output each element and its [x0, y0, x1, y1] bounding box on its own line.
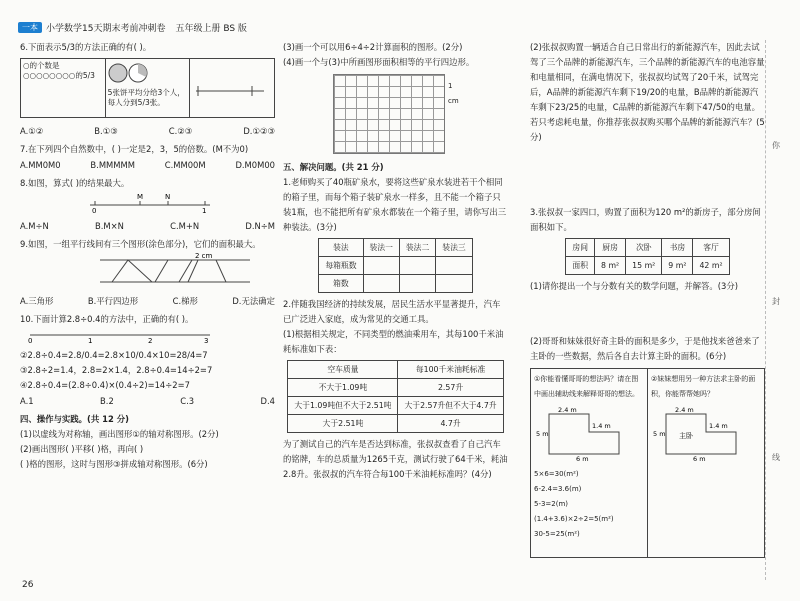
- table-header: 厨房: [595, 239, 626, 257]
- q10-step: ②2.8÷0.4=2.8/0.4=2.8×10/0.4×10=28/4=7: [20, 350, 208, 360]
- q6-box-3: [190, 59, 274, 117]
- q7-option[interactable]: B.MMMMM: [90, 160, 135, 170]
- q10-axis-label: 1: [88, 337, 93, 343]
- calc-line: 30-5=25(m²): [534, 530, 580, 538]
- q9-options: [20, 294, 275, 309]
- q6-option[interactable]: D.①②③: [243, 126, 275, 136]
- q6-pie-icons: [108, 61, 148, 85]
- table-cell: 4.7升: [398, 415, 503, 433]
- calc-line: 5-3=2(m): [534, 500, 569, 508]
- table-cell: 不大于1.09吨: [288, 379, 398, 397]
- binding-mark: 线: [772, 453, 780, 462]
- q6-stem: 6.下面表示5/3的方法正确的有( )。: [20, 42, 152, 52]
- room-area-table: [565, 238, 729, 275]
- series-badge: 一本: [18, 22, 42, 33]
- q6-box-1-text: ○的个数是○○○○○○○○的5/3: [23, 61, 95, 80]
- header-title: 小学数学15天期末考前冲刺卷: [46, 23, 166, 34]
- q6-box-2-text: 5张饼平均分给3个人，每人分到5/3张。: [107, 88, 185, 107]
- table-cell: 42 m²: [693, 257, 729, 275]
- q8-option[interactable]: B.M×N: [94, 221, 124, 231]
- q8-stem: 8.如图，算式( )的结果最大。: [20, 178, 130, 188]
- table-header: 次卧: [626, 239, 662, 257]
- q10-step: ④2.8÷0.4=(2.8÷0.4)×(0.4÷2)=14÷2=7: [20, 380, 190, 390]
- binding-mark: 封: [772, 297, 780, 306]
- answer-cell[interactable]: [363, 275, 399, 293]
- dim-label: 2.4 m: [558, 406, 577, 414]
- column-left: [20, 40, 275, 472]
- bedroom-figure-frame: [530, 368, 765, 558]
- q8-number-line: [20, 191, 220, 213]
- column-middle: [283, 40, 508, 482]
- brother-method-box[interactable]: [531, 369, 648, 557]
- problem-2-part-2: (2)张叔叔购置一辆适合自己日常出行的新能源汽车，因此去试驾了三个品牌的新能源汽车，三个品牌的新能源汽车的电池容量和电量相同，在满电情况下，张叔叔均试驾了20千米，试驾完后，A品牌的新能源汽车剩下19/20的电量，B品牌的新能源汽车剩下23/25的电量，C品牌的新能源汽车剩下47/50的电量。若只考虑耗电量，你推荐张叔叔购买哪个品牌的新能源汽车？(5分): [530, 42, 765, 142]
- section-4-title: 四、操作与实践。(共 12 分): [20, 414, 129, 424]
- binding-mark: 你: [772, 141, 780, 150]
- table-row-label: 箱数: [319, 275, 363, 293]
- answer-cell[interactable]: [363, 257, 399, 275]
- room-label: 主卧: [679, 432, 693, 440]
- table-cell: 9 m²: [662, 257, 693, 275]
- q6-figure-box: [20, 58, 275, 118]
- dim-label: 1.4 m: [592, 422, 611, 430]
- q10-axis-label: 3: [204, 337, 209, 343]
- q8-mark: 1: [202, 207, 207, 213]
- dim-label: 2.4 m: [675, 406, 694, 414]
- q6-number-line: [192, 61, 267, 111]
- section-4-line: (1)以虚线为对称轴，画出图形①的轴对称图形。(2分): [20, 429, 219, 439]
- q9-option[interactable]: B.平行四边形: [87, 296, 139, 306]
- table-row-label: 每箱瓶数: [319, 257, 363, 275]
- dim-label: 6 m: [576, 455, 589, 462]
- problem-2: 2.伴随我国经济的持续发展，居民生活水平显著提升，汽车已广泛进入家庭，成为常见的交通工具。: [283, 299, 501, 324]
- q7-option[interactable]: D.M0M00: [235, 160, 275, 170]
- binding-line: [765, 40, 766, 580]
- q9-option[interactable]: C.梯形: [172, 296, 198, 306]
- dim-label: 1.4 m: [709, 422, 728, 430]
- section-4-line: (2)画出图形( )平移( )格，再向( ): [20, 444, 144, 454]
- table-header: 书房: [662, 239, 693, 257]
- header-edition: 五年级上册 BS 版: [175, 23, 247, 34]
- q10-step: ③2.8÷2=1.4，2.8=2×1.4，2.8÷0.4=14÷2=7: [20, 365, 213, 375]
- table-header: 空车质量: [288, 361, 398, 379]
- section-5-title: 五、解决问题。(共 21 分): [283, 162, 384, 172]
- q9-label: 2 cm: [195, 252, 213, 260]
- q6-options: [20, 124, 275, 139]
- table-cell: 8 m²: [595, 257, 626, 275]
- dim-label: 5 m: [653, 430, 666, 438]
- drawing-grid[interactable]: [333, 74, 459, 154]
- dim-label: 5 m: [536, 430, 549, 438]
- sister-method-prompt: ②妹妹想用另一种方法求主卧的面积，你能帮帮她吗？: [651, 375, 756, 398]
- q9-stem: 9.如图，一组平行线间有三个图形(涂色部分)，它们的面积最大。: [20, 239, 261, 249]
- q8-mark: N: [165, 193, 171, 201]
- q6-option[interactable]: A.①②: [20, 126, 44, 136]
- column-right: [530, 40, 765, 558]
- table-header: 装法: [319, 239, 363, 257]
- q10-stem: 10.下面计算2.8÷0.4的方法中，正确的有( )。: [20, 314, 194, 324]
- problem-2-part-1: (1)根据相关规定，不同类型的燃油乘用车，其每100千米油耗标准如下表：: [283, 329, 504, 354]
- q7-options: [20, 158, 275, 173]
- task-4: (4)画一个与(3)中所画图形面积相等的平行四边形。: [283, 57, 475, 67]
- answer-cell[interactable]: [436, 257, 472, 275]
- fuel-table: [287, 360, 503, 433]
- q9-parallel-figure: [20, 252, 270, 288]
- q10-option[interactable]: B.2: [100, 396, 114, 406]
- q9-option[interactable]: D.无法确定: [232, 296, 275, 306]
- table-cell: 大于1.09吨但不大于2.51吨: [288, 397, 398, 415]
- bedroom-shape-right: [651, 402, 756, 462]
- table-header: 每100千米油耗标准: [398, 361, 503, 379]
- q8-option[interactable]: D.N÷M: [245, 221, 275, 231]
- problem-3-part-2: (2)哥哥和妹妹很好奇主卧的面积是多少，于是他找来爸爸来了主卧的一些数据，然后各自去计算主卧的面积。(6分): [530, 336, 760, 361]
- brother-method-prompt: ①你能看懂哥哥的想法吗？请在图中画出辅助线来解释哥哥的想法。: [534, 375, 639, 398]
- task-3: (3)画一个可以用6÷4÷2计算面积的图形。(2分): [283, 42, 463, 52]
- calc-line: 6-2.4=3.6(m): [534, 485, 582, 493]
- q6-option[interactable]: B.①③: [94, 126, 118, 136]
- packing-table: [318, 238, 472, 293]
- q8-option[interactable]: C.M+N: [170, 221, 200, 231]
- calc-line: (1.4+3.6)×2÷2=5(m²): [534, 515, 614, 523]
- section-4-line: ( )格的图形，这时与图形③拼成轴对称图形。(6分): [20, 459, 208, 469]
- q10-axis-label: 0: [28, 337, 33, 343]
- table-header: 客厅: [693, 239, 729, 257]
- problem-2-body: 为了测试自己的汽车是否达到标准，张叔叔查看了自己汽车的铭牌，车的总质量为1265千克，测试行驶了64千米，耗油2.8升。张叔叔的汽车符合每100千米油耗标准吗？(4分): [283, 439, 508, 479]
- q8-mark: M: [137, 193, 144, 201]
- q10-axis-label: 2: [148, 337, 153, 343]
- q8-mark: 0: [92, 207, 97, 213]
- table-cell: 面积: [566, 257, 595, 275]
- q10-options: [20, 394, 275, 409]
- table-header: 装法一: [363, 239, 399, 257]
- header-banner: [18, 20, 247, 34]
- answer-cell[interactable]: [436, 275, 472, 293]
- table-cell: 大于2.51吨: [288, 415, 398, 433]
- q10-option[interactable]: D.4: [260, 396, 275, 406]
- sister-method-box[interactable]: [648, 369, 764, 557]
- q7-stem: 7.在下列四个自然数中，( )一定是2，3，5的倍数。(M不为0): [20, 144, 249, 154]
- q6-box-2: [106, 59, 191, 117]
- answer-cell[interactable]: [399, 257, 435, 275]
- problem-3: 3.张叔叔一家四口，购置了面积为120 m²的新房子，部分房间面积如下。: [530, 207, 761, 232]
- grid-scale-label: 1 cm: [448, 82, 459, 105]
- table-header: 房间: [566, 239, 595, 257]
- problem-1: 1.老师购买了40瓶矿泉水，要将这些矿泉水装进若干个相同的箱子里，而每个箱子装矿泉水一样多，且不能一个箱子只装1瓶，也不能把所有矿泉水都装在一个箱子里，请你写出三种装法。(3分): [283, 177, 507, 232]
- table-header: 装法二: [399, 239, 435, 257]
- table-cell: 2.57升: [398, 379, 503, 397]
- q7-option[interactable]: C.MM00M: [164, 160, 206, 170]
- q10-option[interactable]: C.3: [180, 396, 195, 406]
- calc-line: 5×6=30(m²): [534, 470, 579, 478]
- q6-box-1: [21, 59, 106, 117]
- bedroom-shape-left: [534, 402, 639, 462]
- q8-options: [20, 219, 275, 234]
- table-cell: 大于2.57升但不大于4.7升: [398, 397, 503, 415]
- q10-option[interactable]: A.1: [20, 396, 34, 406]
- problem-3-part-1: (1)请你提出一个与分数有关的数学问题，并解答。(3分): [530, 281, 738, 291]
- q9-option[interactable]: A.三角形: [20, 296, 54, 306]
- table-cell: 15 m²: [626, 257, 662, 275]
- page-number: 26: [22, 580, 34, 590]
- dim-label: 6 m: [693, 455, 706, 462]
- q6-option[interactable]: C.②③: [168, 126, 193, 136]
- q7-option[interactable]: A.MM0M0: [20, 160, 61, 170]
- table-header: 装法三: [436, 239, 472, 257]
- answer-cell[interactable]: [399, 275, 435, 293]
- q8-option[interactable]: A.M÷N: [20, 221, 49, 231]
- q10-number-line: [20, 327, 220, 343]
